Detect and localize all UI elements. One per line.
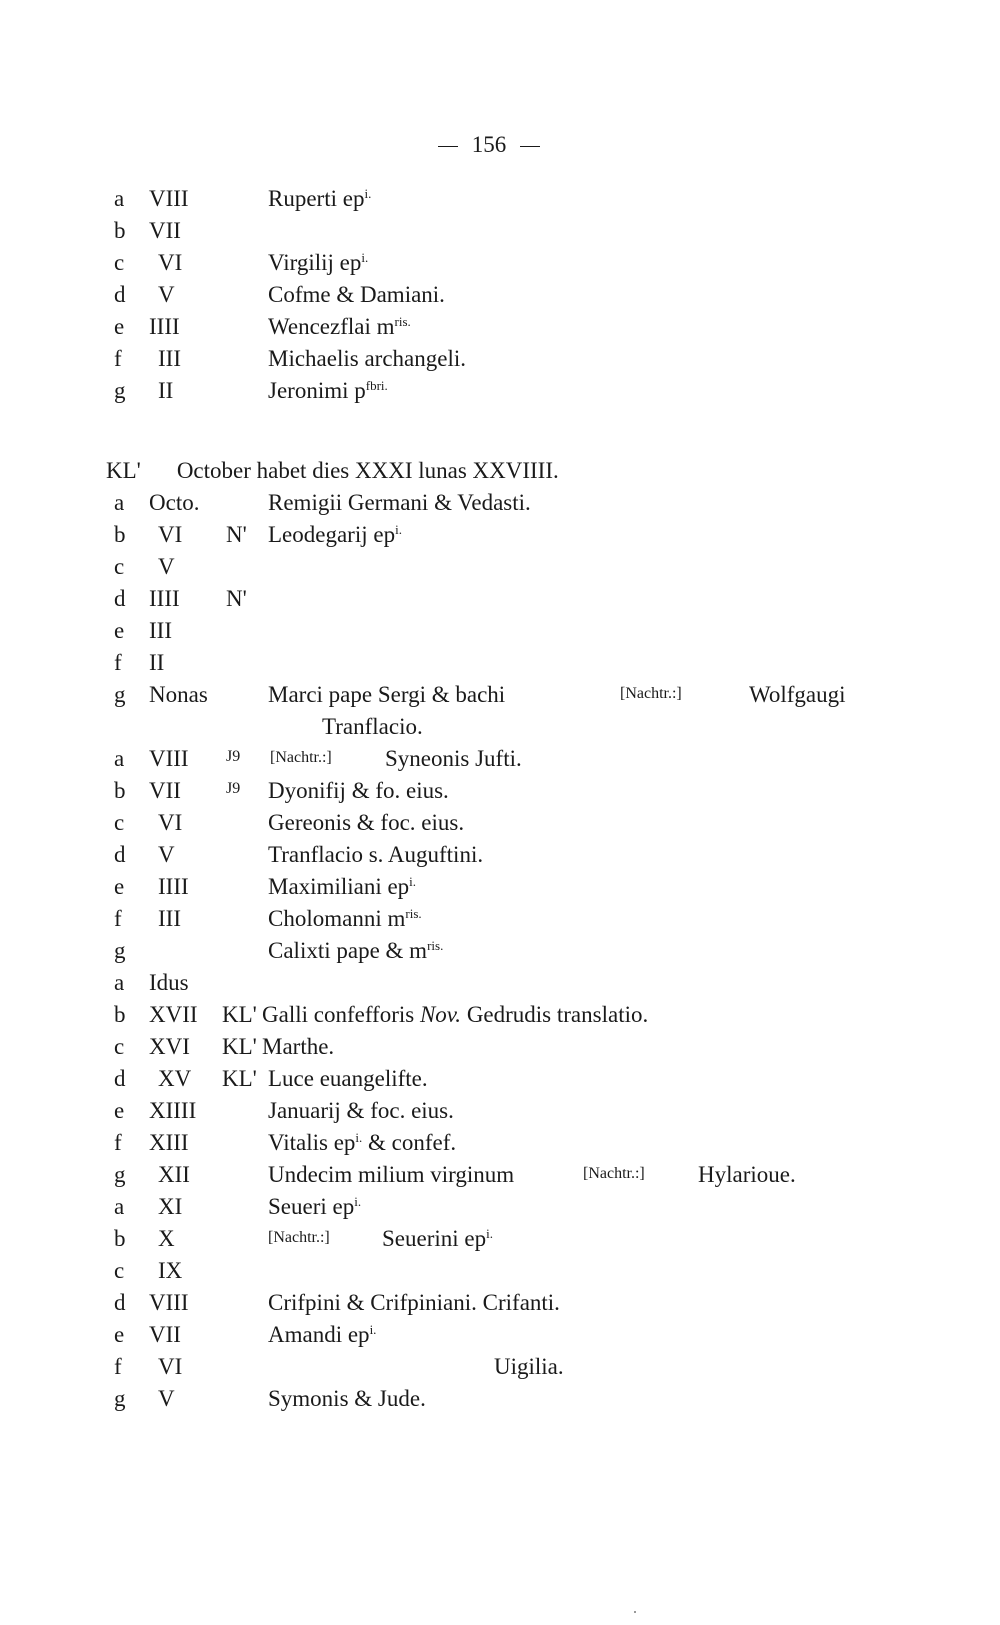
entry-text: Wencezflai $m^{ris.}$	[268, 314, 411, 339]
month-header: KL' October habet dies XXXI lunas XXVIIII.	[106, 458, 559, 483]
entry-text: Calixti pape & $m^{ris.}$	[268, 938, 444, 963]
document-page: 156 a VIII Ruperti $ep^{i.}$ b VII c VI Virgilij $ep^{i.}$ d V Cofme & Damiani. e IIII Wencezflai $m^{ris.}$ f III Michaelis archangeli. g II Jeronimi $p^{fbri.}$ KL' October habet dies XXXI lunas XXVIIII. a Octo. Remigii Germani & Vedasti. b VI N' Leodegarij $ep^{i.}$ c V d IIII N' e III f II g Nonas Marci pape Sergi & bachi [Nachtr.:] Wolfgaugi Tranflacio. a VIII J9 [Nachtr.:] Syneonis Jufti. b VII J9 Dyonifij & fo. eius. c VI Gereonis & foc. eius. d V Tranflacio s. Auguftini. e IIII Maximiliani $ep^{i.}$ f III Cholomanni $m^{ris.}$ g Calixti pape & $m^{ris.}$ a Idus b XVII KL' Galli confefforis Nov. Gedrudis translatio. c XVI KL' Marthe. d XV KL' Luce euangelifte. e XIIII Januarij & foc. eius. f XIII Vitalis $ep^{i.}$ & confef. g XII Undecim milium virginum [Nachtr.:] Hylarioue. a XI Seueri $ep^{i.}$ b X [Nachtr.:] Seuerini $ep^{i.}$ c IX d VIII Crifpini & Crifpiniani. Crifanti. e VII Amandi $ep^{i.}$ f VI Uigilia. g V Symonis & Jude.	[0, 0, 1000, 1625]
entry-text: Vitalis $ep^{i.}$ & confef.	[268, 1130, 457, 1155]
entry-text: Amandi $ep^{i.}$	[268, 1322, 377, 1347]
speck	[634, 1611, 636, 1613]
dash-left	[438, 146, 458, 147]
entry-text: Leodegarij $ep^{i.}$	[268, 522, 402, 547]
entry-text: Virgilij $ep^{i.}$	[268, 250, 369, 275]
page-number: 156	[414, 132, 564, 158]
entry-text: Cholomanni $m^{ris.}$	[268, 906, 422, 931]
entry-text: Seueri $ep^{i.}$	[268, 1194, 362, 1219]
dash-right	[520, 146, 540, 147]
entry-text: Ruperti $ep^{i.}$	[268, 186, 372, 211]
entry-text: Maximiliani $ep^{i.}$	[268, 874, 417, 899]
entry-text: Galli confefforis Nov. Gedrudis translatio.	[262, 1002, 649, 1027]
entry-text: Jeronimi $p^{fbri.}$	[268, 378, 388, 403]
entry-text: Seuerini $ep^{i.}$	[382, 1226, 493, 1251]
